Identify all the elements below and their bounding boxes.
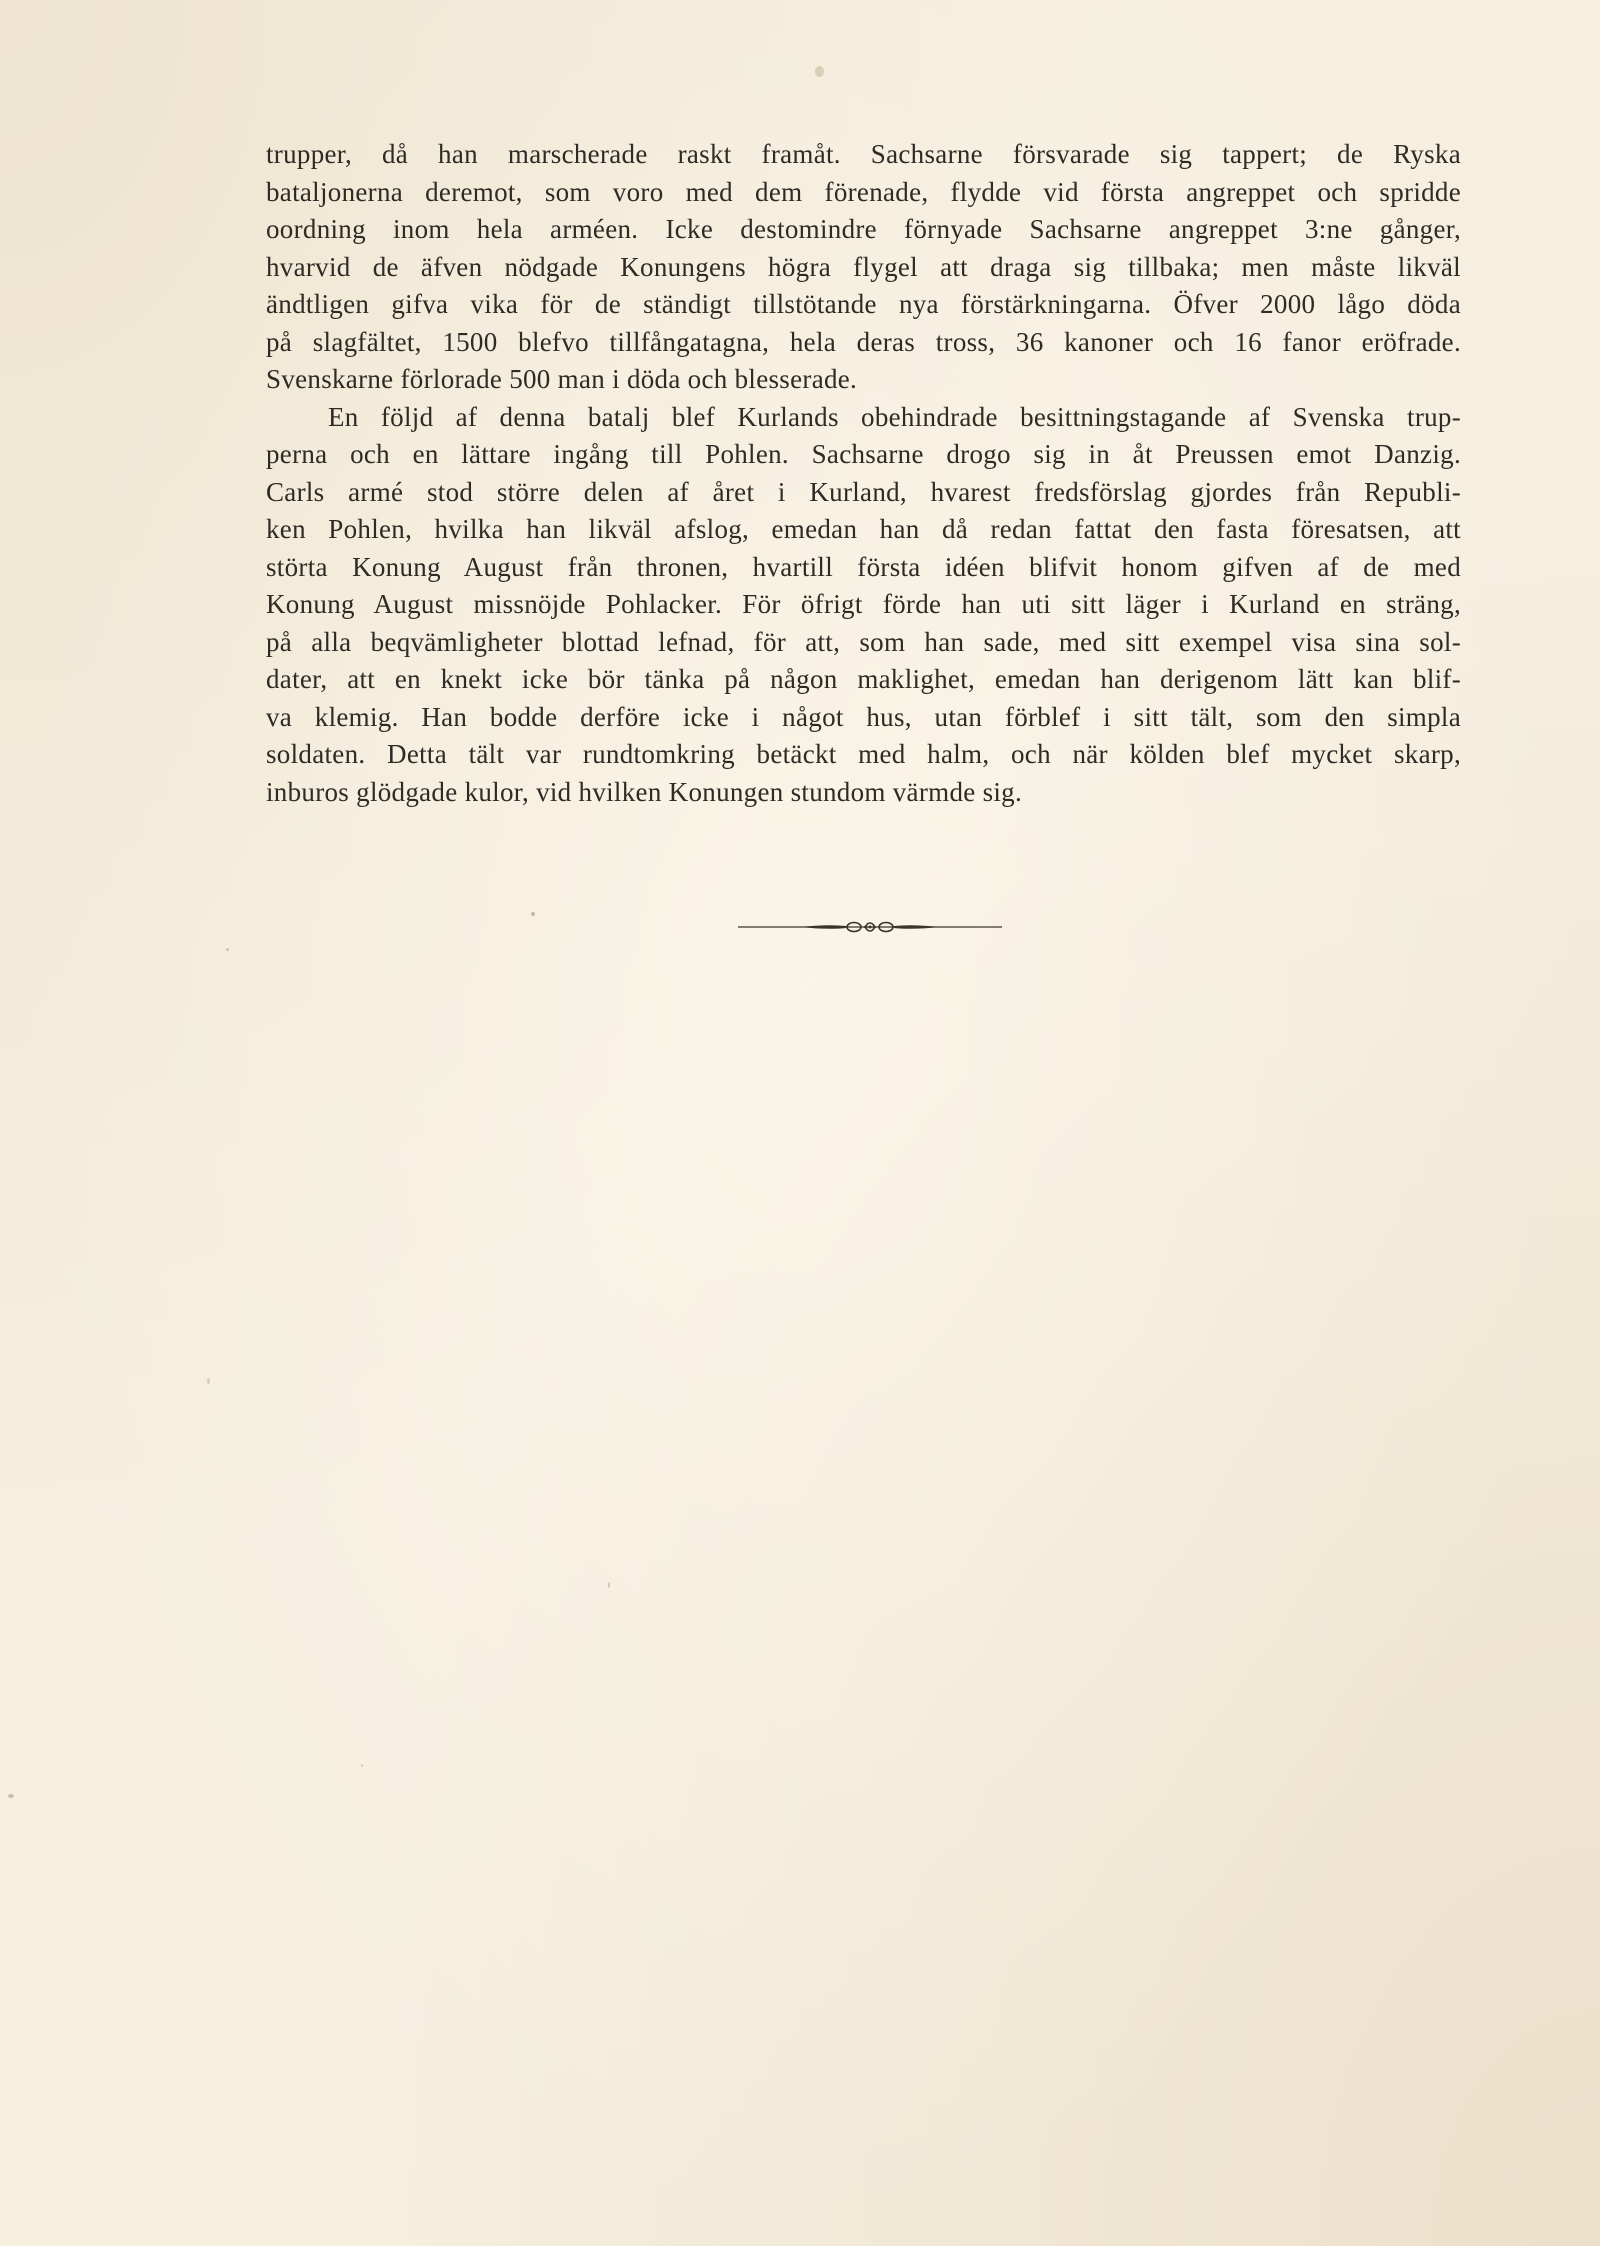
text-line: soldaten. Detta tält var rundtomkring betäckt med halm, och när kölden blef mycket skarp, [266, 739, 1461, 769]
paper-speck [815, 66, 824, 77]
paper-speck [608, 1582, 610, 1588]
paper-speck [226, 948, 229, 951]
text-line: störta Konung August från thronen, hvartill första idéen blifvit honom gifven af de med [266, 551, 1461, 582]
paragraph [266, 136, 1461, 399]
body-text [266, 136, 1461, 811]
text-line: Carls armé stod större delen af året i Kurland, hvarest fredsförslag gjordes från Republi- [266, 476, 1461, 507]
paper-speck [207, 1378, 210, 1384]
text-line: oordning inom hela arméen. Icke destomindre förnyade Sachsarne angreppet 3:ne gånger, [266, 214, 1461, 244]
text-line: Svenskarne förlorade 500 man i döda och blesserade. [266, 364, 858, 394]
text-line: inburos glödgade kulor, vid hvilken Konungen stundom värmde sig. [266, 776, 1023, 807]
paragraph [266, 399, 1461, 812]
text-line: på slagfältet, 1500 blefvo tillfångatagna, hela deras tross, 36 kanoner och 16 fanor eröfrade. [266, 326, 1461, 357]
text-line: En följd af denna batalj blef Kurlands obehindrade besittningstagande af Svenska trup- [328, 401, 1461, 432]
paper-speck [361, 1764, 363, 1767]
text-line: dater, att en knekt icke bör tänka på någon maklighet, emedan han derigenom lätt kan blif- [266, 664, 1461, 694]
text-line: perna och en lättare ingång till Pohlen. Sachsarne drogo sig in åt Preussen emot Danzig. [266, 439, 1461, 469]
ornament-icon [738, 917, 1002, 937]
text-line: hvarvid de äfven nödgade Konungens högra flygel att draga sig tillbaka; men måste likväl [266, 251, 1461, 282]
text-line: va klemig. Han bodde derföre icke i något hus, utan förblef i sitt tält, som den simpla [266, 701, 1461, 732]
text-line: ken Pohlen, hvilka han likväl afslog, emedan han då redan fattat den fasta föresatsen, att [266, 514, 1461, 544]
paper-speck [531, 912, 535, 916]
text-line: bataljonerna deremot, som voro med dem förenade, flydde vid första angreppet och spridde [266, 176, 1461, 207]
text-line: ändtligen gifva vika för de ständigt tillstötande nya förstärkningarna. Öfver 2000 lågo döda [266, 289, 1461, 319]
paper-speck [8, 1794, 14, 1798]
text-line: trupper, då han marscherade raskt framåt. Sachsarne försvarade sig tappert; de Ryska [266, 139, 1461, 169]
text-line: på alla beqvämligheter blottad lefnad, för att, som han sade, med sitt exempel visa sina sol- [266, 626, 1461, 657]
text-line: Konung August missnöjde Pohlacker. För öfrigt förde han uti sitt läger i Kurland en sträng, [266, 589, 1461, 619]
